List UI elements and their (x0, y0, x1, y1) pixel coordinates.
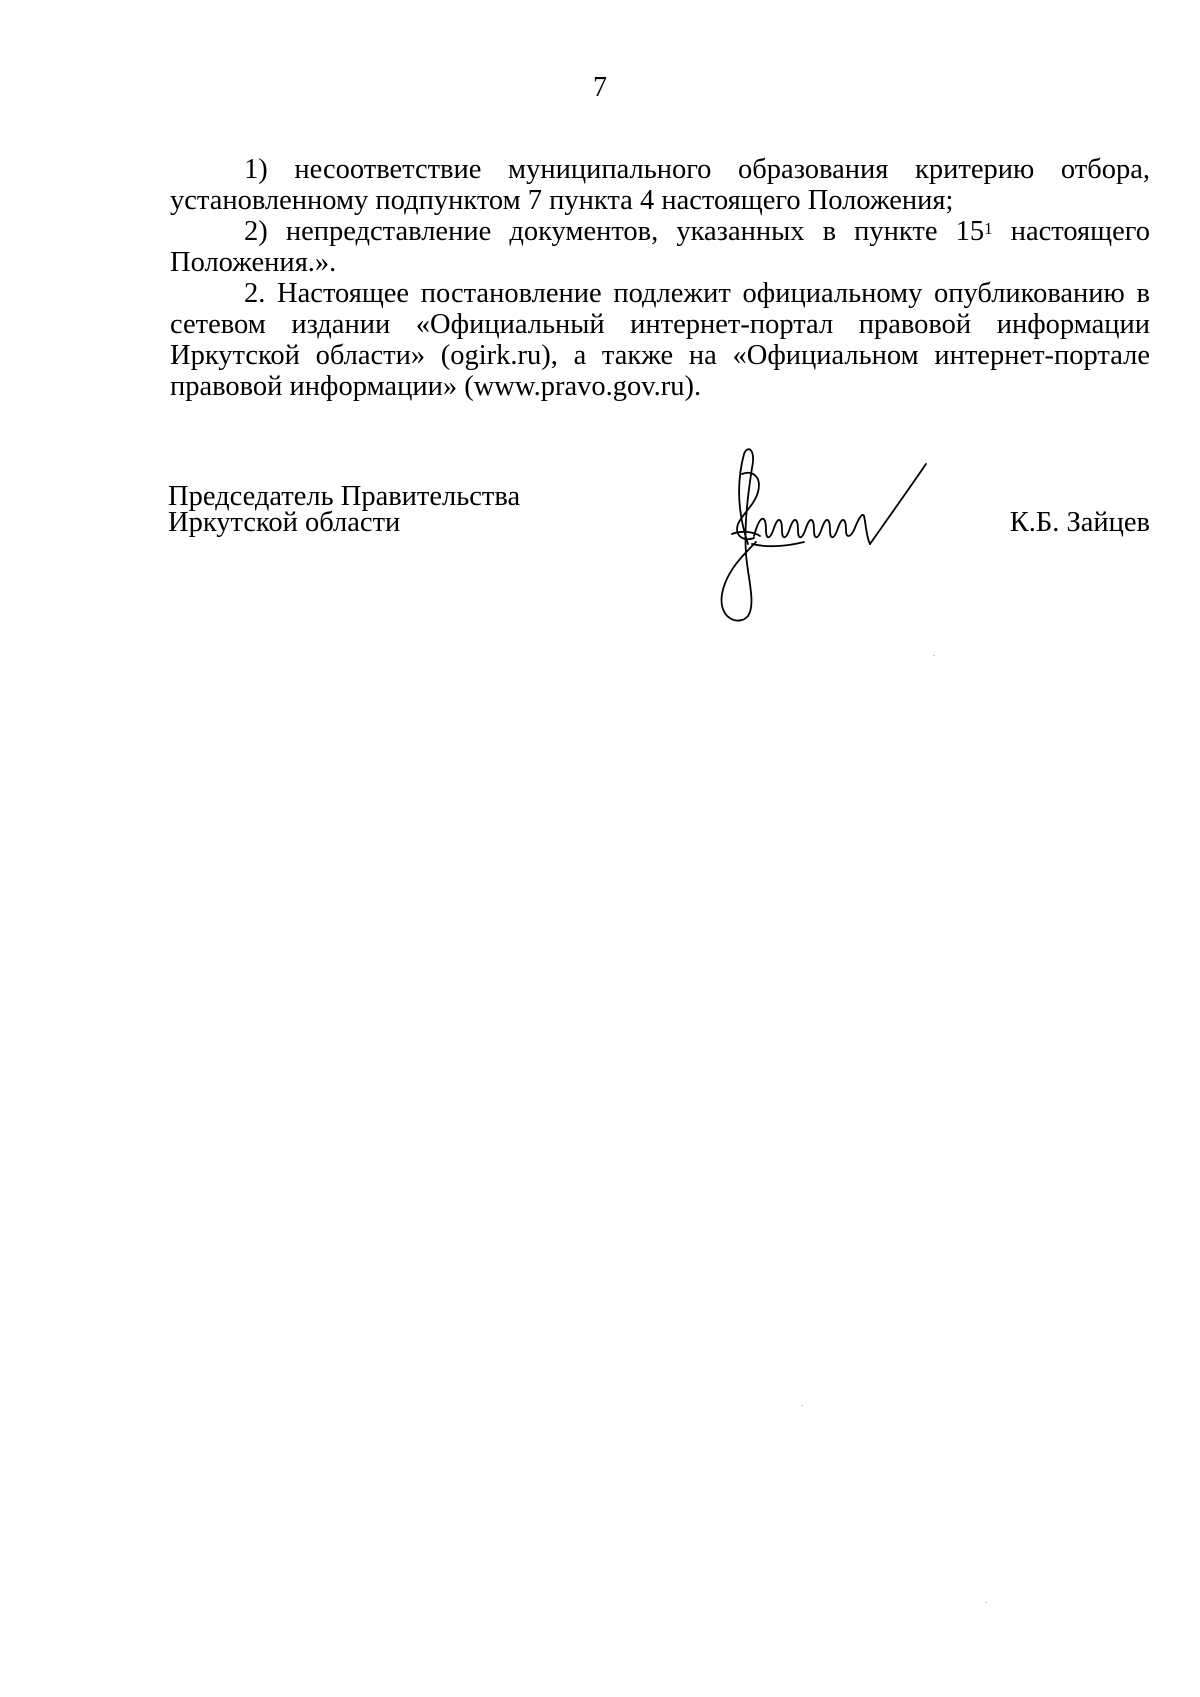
paragraph-item-1: 1) несоответствие муниципального образования критерию отбора, установленному подпунктом 7 пункта 4 настоящего Положения; (170, 154, 1150, 216)
paragraph-item-2 (170, 216, 1150, 278)
paragraph-publication: 2. Настоящее постановление подлежит официальному опубликованию в сетевом издании «Официальный интернет-портал правовой информации Иркутской области» (ogirk.ru), а также на «Официальном интернет-портале правовой информации» (www.pravo.gov.ru). (170, 278, 1150, 402)
signatory-name: К.Б. Зайцев (1009, 507, 1150, 538)
page-number: 7 (593, 72, 607, 103)
handwritten-signature (708, 444, 938, 624)
superscript-index: 1 (984, 219, 993, 238)
signatory-title-line2: Иркутской области (168, 507, 401, 538)
scan-speck (985, 1602, 987, 1603)
scan-speck (801, 1405, 803, 1406)
scan-speck (933, 655, 935, 656)
paragraph-item-2-tail: настоящего Положения.». (170, 216, 1150, 278)
paragraph-item-2-text: 2) непредставление документов, указанных в пункте 15 (244, 216, 985, 247)
signature-block (168, 481, 1150, 634)
document-body (170, 154, 1150, 402)
signatory-title (168, 481, 521, 538)
signatory-title-line1: Председатель Правительства (168, 481, 521, 512)
